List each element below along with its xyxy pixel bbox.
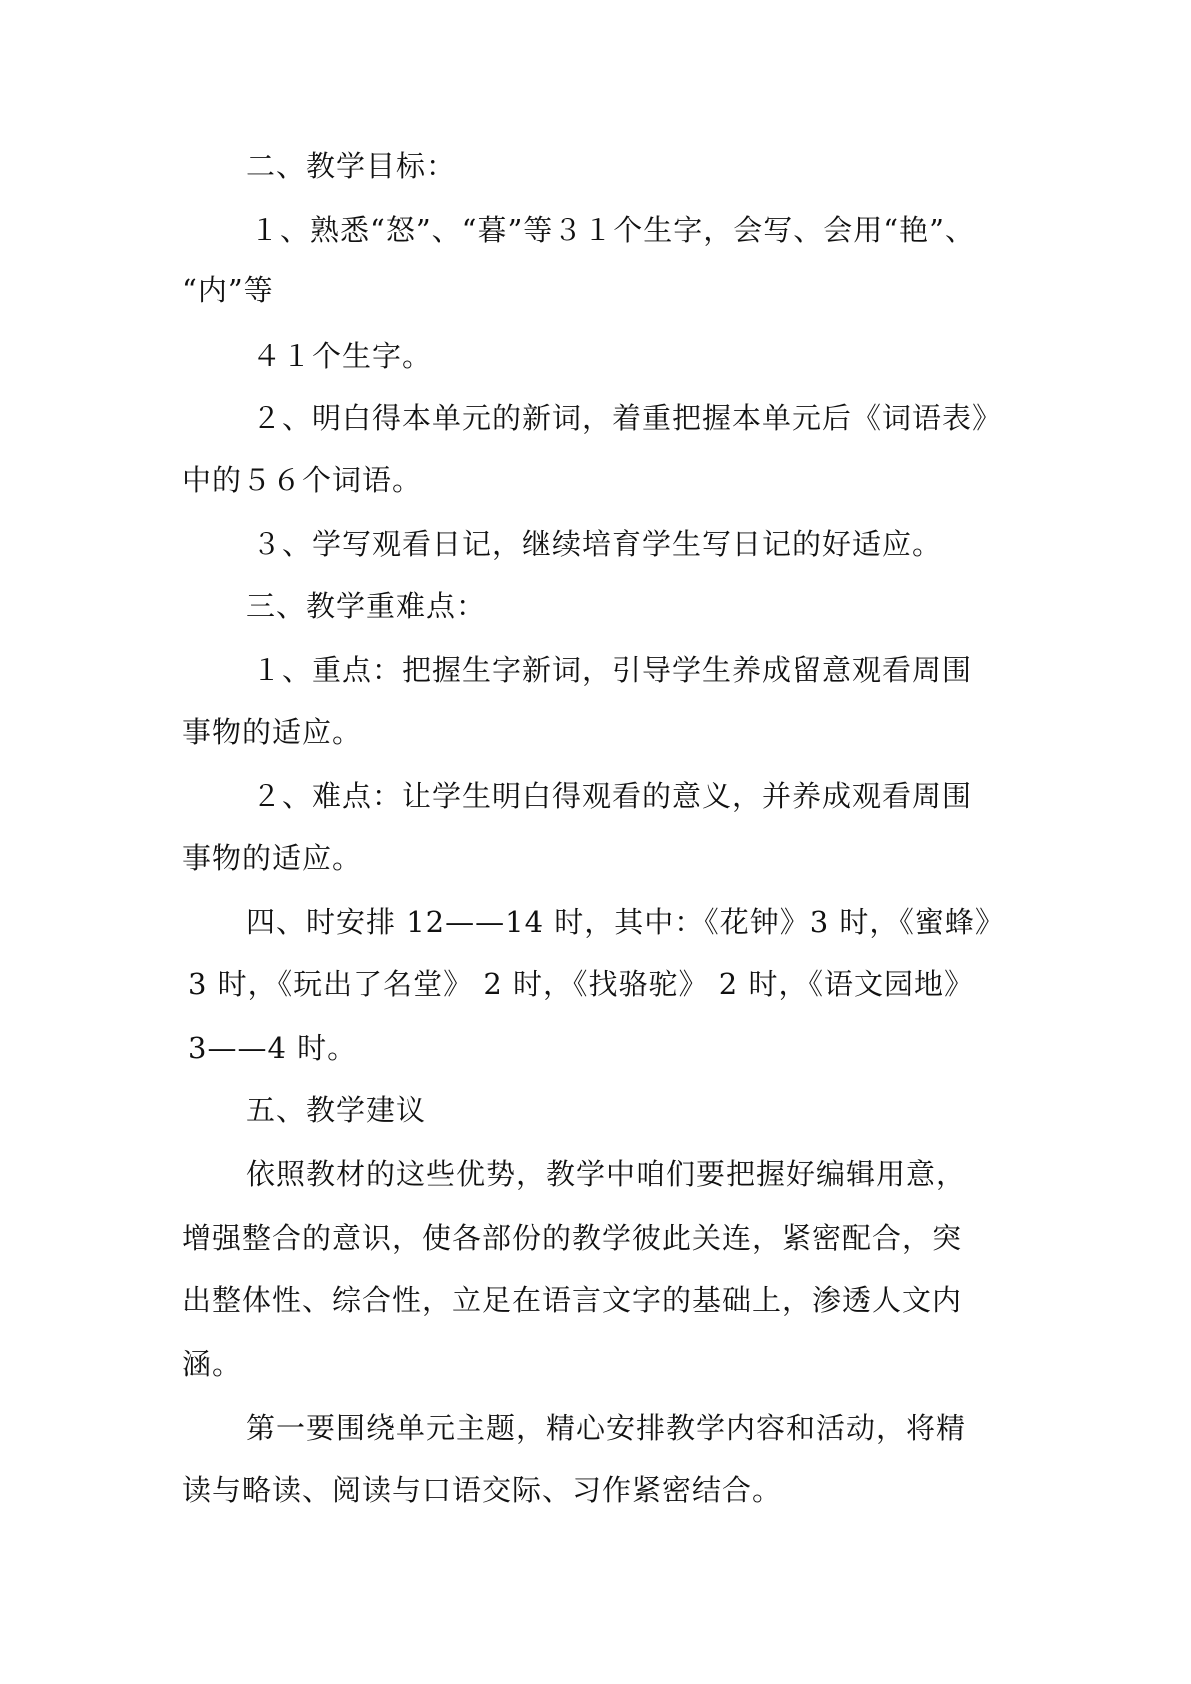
paragraph-line: 第一要围绕单元主题，精心安排教学内容和活动，将精 xyxy=(246,1411,967,1445)
paragraph-line: 3 时，《玩出了名堂》 2 时，《找骆驼》 2 时，《语文园地》 xyxy=(188,967,974,1001)
paragraph-line: 事物的适应。 xyxy=(182,715,363,749)
paragraph-line: ４１个生字。 xyxy=(252,339,433,373)
paragraph-line: 依照教材的这些优势，教学中咱们要把握好编辑用意， xyxy=(246,1157,967,1191)
section-heading-key-points: 三、教学重难点： xyxy=(246,589,487,623)
paragraph-line: ２、难点：让学生明白得观看的意义，并养成观看周围 xyxy=(252,779,973,813)
paragraph-line: 中的５６个词语。 xyxy=(182,463,423,497)
paragraph-line: 增强整合的意识，使各部份的教学彼此关连，紧密配合，突 xyxy=(182,1221,963,1255)
section-heading-suggestions: 五、教学建议 xyxy=(246,1093,427,1127)
paragraph-line: 3——4 时。 xyxy=(188,1031,358,1065)
paragraph-line: ３、学写观看日记，继续培育学生写日记的好适应。 xyxy=(252,527,943,561)
paragraph-line: 出整体性、综合性，立足在语言文字的基础上，渗透人文内 xyxy=(182,1283,963,1317)
paragraph-line: 事物的适应。 xyxy=(182,841,363,875)
section-heading-schedule: 四、时安排 12——14 时，其中：《花钟》3 时，《蜜蜂》 xyxy=(246,905,1005,939)
section-heading-objectives: 二、教学目标： xyxy=(246,149,457,183)
paragraph-line: ２、明白得本单元的新词，着重把握本单元后《词语表》 xyxy=(252,401,1003,435)
paragraph-line: １、重点：把握生字新词，引导学生养成留意观看周围 xyxy=(252,653,973,687)
paragraph-line: 涵。 xyxy=(182,1347,243,1381)
paragraph-line: 读与略读、阅读与口语交际、习作紧密结合。 xyxy=(182,1473,783,1507)
paragraph-line: １、熟悉“怒”、“暮”等３１个生字，会写、会用“艳”、 xyxy=(250,213,975,247)
paragraph-line: “内”等 xyxy=(182,273,274,307)
